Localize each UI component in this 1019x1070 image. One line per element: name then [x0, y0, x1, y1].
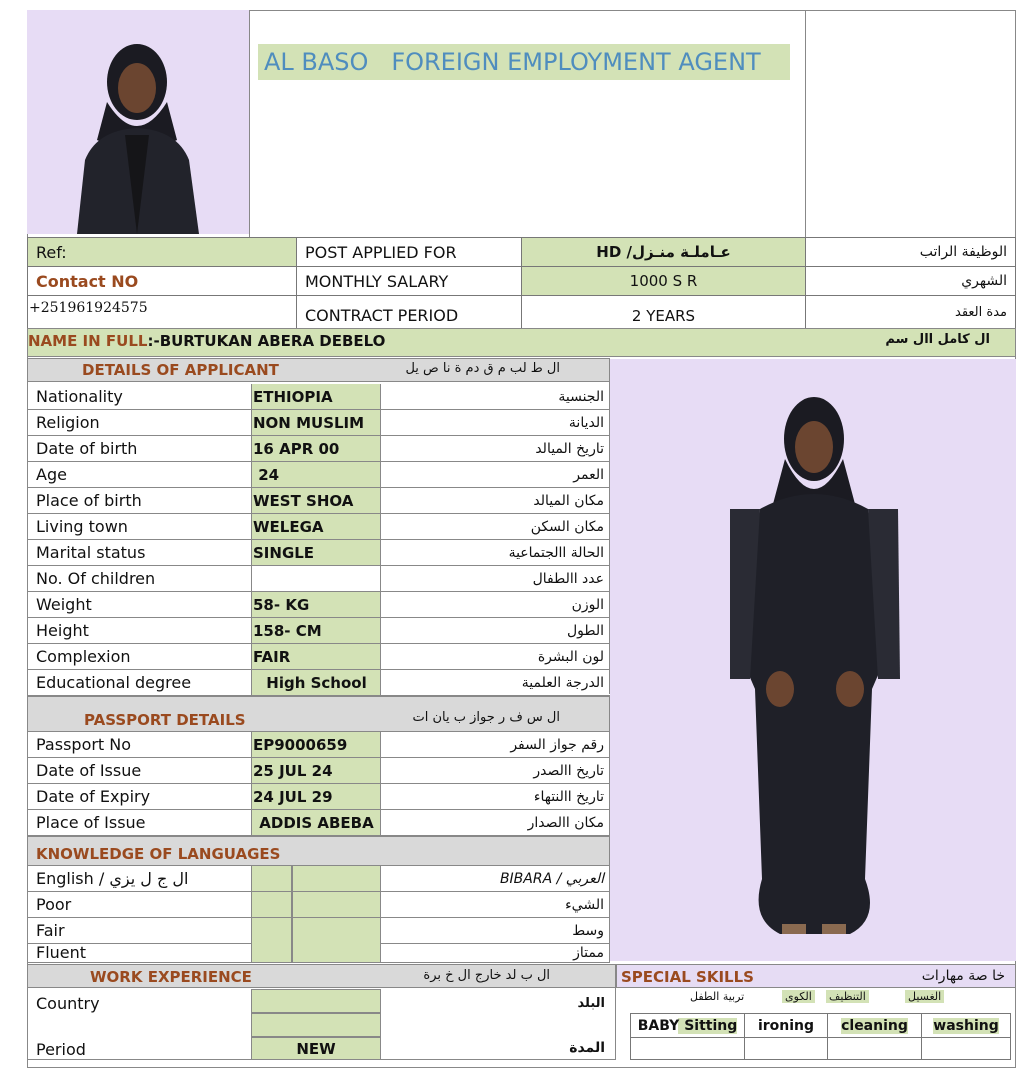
contact-value: +251961924575 — [27, 295, 297, 329]
passport-row-label: Passport No — [27, 732, 251, 758]
country-label: Country — [36, 994, 100, 1013]
passport-row-label: Date of Expiry — [27, 784, 251, 810]
passport-row-value: 25 JUL 24 — [251, 758, 381, 784]
name-value: :-BURTUKAN ABERA DEBELO — [147, 332, 386, 350]
applicant-row-value: High School — [251, 670, 381, 696]
applicant-row-label: No. Of children — [27, 566, 251, 592]
applicant-section-title: DETAILS OF APPLICANT — [82, 361, 279, 379]
applicant-row-value: SINGLE — [251, 540, 381, 566]
skill-item: ironing — [744, 1013, 828, 1038]
passport-row-ar: تاريخ االنتهاء — [381, 784, 610, 810]
skills-empty-row — [630, 1037, 1011, 1060]
applicant-row-label: Educational degree — [27, 670, 251, 696]
applicant-row-value: 58- KG — [251, 592, 381, 618]
applicant-row-label: Place of birth — [27, 488, 251, 514]
skill-ar-item: تربية الطفل — [690, 990, 745, 1003]
person-full-silhouette-icon — [610, 359, 1016, 961]
applicant-row-ar: عدد االطفال — [381, 566, 610, 592]
salary-ar: الشهري — [805, 266, 1016, 296]
language-cell-b — [292, 918, 381, 944]
ref-label: Ref: — [27, 237, 297, 267]
applicant-row-label: Religion — [27, 410, 251, 436]
skill-ar-item: الغسيل — [905, 990, 944, 1003]
person-silhouette-icon — [27, 10, 249, 234]
passport-row-label: Place of Issue — [27, 810, 251, 836]
skill-ar-item: التنظيف — [826, 990, 869, 1003]
skill-item — [630, 1013, 745, 1038]
applicant-row-label: Living town — [27, 514, 251, 540]
applicant-photo-small — [27, 10, 249, 234]
applicant-row-ar: الوزن — [381, 592, 610, 618]
english-label: English / ال ج ل يزي — [27, 866, 251, 892]
applicant-row-ar: تاريخ الميالد — [381, 436, 610, 462]
work-cell-1 — [251, 989, 381, 1013]
contact-label: Contact NO — [27, 266, 297, 296]
contract-ar: مدة العقد — [805, 295, 1016, 329]
arabic-label: العربي / BIBARA — [381, 866, 610, 892]
language-cell-a — [251, 892, 292, 918]
applicant-row-value — [251, 566, 381, 592]
applicant-row-ar: مكان السكن — [381, 514, 610, 540]
applicant-row-value: NON MUSLIM — [251, 410, 381, 436]
passport-row-value: ADDIS ABEBA — [251, 810, 381, 836]
skills-ar-row — [616, 988, 1016, 1012]
applicant-row-value: WELEGA — [251, 514, 381, 540]
passport-section-title-ar: ال س ف ر جواز ب يان ات — [412, 710, 560, 725]
applicant-row-value: WEST SHOA — [251, 488, 381, 514]
language-row-label: Fluent — [27, 943, 251, 963]
language-row-label: Poor — [27, 892, 251, 918]
applicant-row-ar: الطول — [381, 618, 610, 644]
applicant-row-ar: مكان الميالد — [381, 488, 610, 514]
period-label: Period — [36, 1040, 86, 1059]
post-value: عـاملـة منـزل/ HD — [521, 237, 806, 267]
post-ar: الوظيفة الراتب — [805, 237, 1016, 267]
applicant-row-label: Complexion — [27, 644, 251, 670]
applicant-row-label: Date of birth — [27, 436, 251, 462]
skill-item-text: washing — [933, 1017, 999, 1034]
work-section-title: WORK EXPERIENCE — [90, 968, 252, 986]
skills-divider — [827, 1037, 828, 1060]
language-cell-b — [292, 892, 381, 918]
period-value: NEW — [251, 1037, 381, 1060]
contract-value: 2 YEARS — [521, 295, 806, 329]
agency-title: AL BASO FOREIGN EMPLOYMENT AGENT — [258, 44, 790, 80]
language-row-label: Fair — [27, 918, 251, 944]
applicant-row-ar: الحالة االجتماعية — [381, 540, 610, 566]
name-label-text: NAME IN FULL — [28, 332, 148, 350]
applicant-row-ar: لون البشرة — [381, 644, 610, 670]
skills-divider — [744, 1037, 745, 1060]
language-cell-b — [292, 943, 381, 963]
applicant-row-label: Nationality — [27, 384, 251, 410]
applicant-row-value: 24 — [251, 462, 381, 488]
language-cell-a — [251, 943, 292, 963]
language-row-ar: وسط — [381, 918, 610, 944]
skills-section-title-ar: خا صة مهارات — [921, 968, 1005, 984]
applicant-row-label: Marital status — [27, 540, 251, 566]
applicant-row-label: Height — [27, 618, 251, 644]
salary-label: MONTHLY SALARY — [296, 266, 522, 296]
work-section-title-ar: ال ب لد خارج ال خ برة — [423, 968, 550, 983]
languages-section-title: KNOWLEDGE OF LANGUAGES — [36, 845, 281, 863]
applicant-row-ar: العمر — [381, 462, 610, 488]
passport-section-title: PASSPORT DETAILS — [84, 711, 246, 729]
applicant-row-value: 16 APR 00 — [251, 436, 381, 462]
applicant-row-ar: الديانة — [381, 410, 610, 436]
skill-ar-item: الكوى — [782, 990, 815, 1003]
applicant-row-ar: الدرجة العلمية — [381, 670, 610, 696]
language-cell-b — [292, 866, 381, 892]
language-cell-a — [251, 866, 292, 892]
applicant-row-label: Age — [27, 462, 251, 488]
passport-row-value: EP9000659 — [251, 732, 381, 758]
applicant-row-value: ETHIOPIA — [251, 384, 381, 410]
applicant-row-label: Weight — [27, 592, 251, 618]
work-cell-2 — [251, 1013, 381, 1037]
skill-item-text: cleaning — [841, 1017, 908, 1034]
period-ar: المدة — [569, 1040, 605, 1056]
passport-row-ar: تاريخ االصدر — [381, 758, 610, 784]
name-ar: ال كامل اال سم — [885, 332, 990, 347]
applicant-row-ar: الجنسية — [381, 384, 610, 410]
contract-label: CONTRACT PERIOD — [296, 295, 522, 329]
applicant-row-value: FAIR — [251, 644, 381, 670]
applicant-photo-full — [610, 359, 1016, 961]
name-label — [28, 332, 385, 350]
applicant-row-value: 158- CM — [251, 618, 381, 644]
skill-item-text: BABY Sitting — [637, 1017, 738, 1034]
language-row-ar: ممتاز — [381, 943, 610, 963]
salary-value: 1000 S R — [521, 266, 806, 296]
post-label: POST APPLIED FOR — [296, 237, 522, 267]
language-cell-a — [251, 918, 292, 944]
passport-row-label: Date of Issue — [27, 758, 251, 784]
applicant-section-title-ar: ال ط لب م ق دم ة نا ص يل — [405, 361, 560, 376]
passport-row-value: 24 JUL 29 — [251, 784, 381, 810]
skill-item — [921, 1013, 1011, 1038]
passport-row-ar: رقم جواز السفر — [381, 732, 610, 758]
passport-row-ar: مكان االصدار — [381, 810, 610, 836]
skill-item — [827, 1013, 922, 1038]
country-ar: البلد — [577, 996, 605, 1011]
language-row-ar: الشيء — [381, 892, 610, 918]
skills-section-title: SPECIAL SKILLS — [621, 968, 754, 986]
skills-divider — [921, 1037, 922, 1060]
